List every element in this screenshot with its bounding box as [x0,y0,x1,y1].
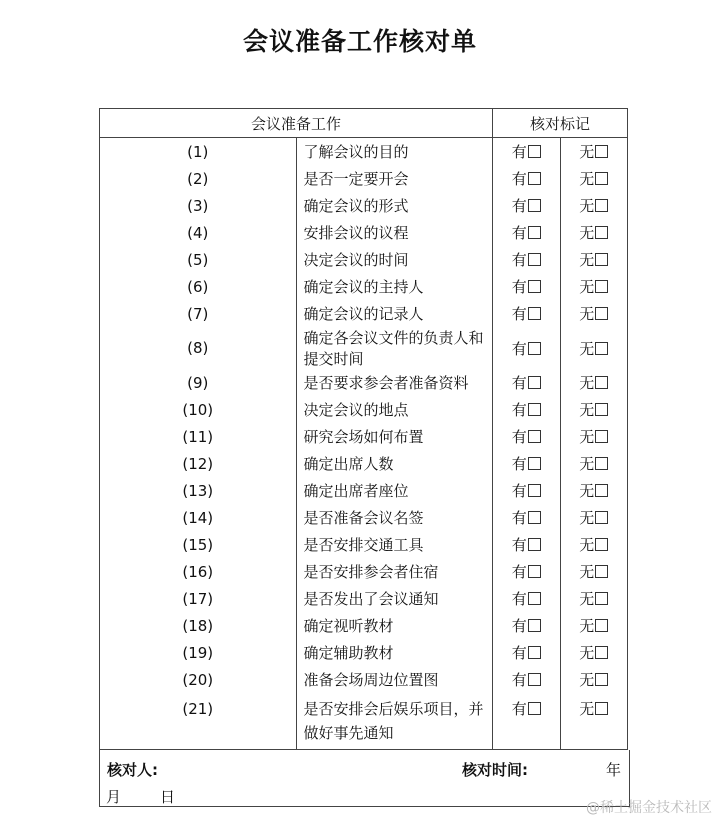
yes-label: 有 [511,644,527,662]
item-task: 决定会议的地点 [296,396,493,423]
no-checkbox-cell[interactable] [560,693,628,750]
no-checkbox-cell[interactable] [560,450,628,477]
yes-checkbox[interactable] [528,565,541,578]
no-checkbox-cell[interactable] [560,192,628,219]
no-checkbox-cell[interactable] [560,273,628,300]
yes-label: 有 [511,278,527,296]
no-label: 无 [579,143,595,161]
table-row [100,165,628,192]
yes-checkbox-cell[interactable] [493,165,561,192]
yes-label: 有 [511,536,527,554]
yes-label: 有 [511,197,527,215]
item-task: 安排会议的议程 [296,219,493,246]
no-checkbox[interactable] [595,226,608,239]
item-task: 确定各会议文件的负责人和提交时间 [296,327,493,369]
header-mark: 核对标记 [493,109,628,138]
yes-checkbox[interactable] [528,702,541,715]
no-checkbox[interactable] [595,376,608,389]
yes-label: 有 [511,170,527,188]
yes-label: 有 [511,374,527,392]
yes-checkbox-cell[interactable] [493,273,561,300]
table-row [100,477,628,504]
checker-label: 核对人: [107,761,158,779]
table-row [100,192,628,219]
no-checkbox[interactable] [595,511,608,524]
yes-label: 有 [511,305,527,323]
header-task: 会议准备工作 [100,109,493,138]
item-number: (17) [100,585,297,612]
item-task: 是否准备会议名签 [296,504,493,531]
yes-checkbox-cell[interactable] [493,423,561,450]
item-number: (21) [100,693,297,750]
yes-label: 有 [511,224,527,242]
item-number: (3) [100,192,297,219]
item-number: (20) [100,666,297,693]
no-checkbox[interactable] [595,484,608,497]
no-checkbox[interactable] [595,592,608,605]
no-checkbox[interactable] [595,403,608,416]
yes-checkbox-cell[interactable] [493,369,561,396]
checklist-body [100,138,628,750]
no-checkbox[interactable] [595,172,608,185]
no-checkbox[interactable] [595,673,608,686]
yes-checkbox-cell[interactable] [493,138,561,166]
table-row [100,138,628,166]
no-label: 无 [579,197,595,215]
no-checkbox[interactable] [595,280,608,293]
table-row [100,300,628,327]
yes-checkbox[interactable] [528,484,541,497]
item-number: (9) [100,369,297,396]
no-checkbox-cell[interactable] [560,639,628,666]
item-task: 是否安排交通工具 [296,531,493,558]
no-label: 无 [579,251,595,269]
no-label: 无 [579,617,595,635]
yes-checkbox-cell[interactable] [493,192,561,219]
table-row [100,246,628,273]
no-label: 无 [579,428,595,446]
footer [99,750,630,807]
yes-label: 有 [511,509,527,527]
yes-checkbox[interactable] [528,342,541,355]
no-checkbox-cell[interactable] [560,585,628,612]
yes-label: 有 [511,401,527,419]
no-label: 无 [579,170,595,188]
table-row [100,273,628,300]
item-number: (10) [100,396,297,423]
document-title: 会议准备工作核对单 [242,27,477,56]
no-checkbox[interactable] [595,253,608,266]
item-task: 确定出席人数 [296,450,493,477]
no-checkbox-cell[interactable] [560,246,628,273]
no-checkbox-cell[interactable] [560,138,628,166]
no-checkbox[interactable] [595,342,608,355]
no-checkbox-cell[interactable] [560,612,628,639]
no-checkbox[interactable] [595,199,608,212]
no-checkbox[interactable] [595,702,608,715]
no-label: 无 [579,482,595,500]
no-label: 无 [579,671,595,689]
no-checkbox[interactable] [595,145,608,158]
yes-checkbox[interactable] [528,226,541,239]
yes-label: 有 [511,700,527,718]
item-number: (1) [100,138,297,166]
item-task: 确定会议的主持人 [296,273,493,300]
item-task: 是否发出了会议通知 [296,585,493,612]
item-number: (7) [100,300,297,327]
watermark: @稀土掘金技术社区 [586,800,712,816]
yes-checkbox[interactable] [528,430,541,443]
yes-checkbox-cell[interactable] [493,327,561,369]
yes-checkbox[interactable] [528,646,541,659]
table-row [100,585,628,612]
item-number: (18) [100,612,297,639]
table-header-row [100,109,628,138]
yes-label: 有 [511,590,527,608]
table-row [100,531,628,558]
yes-checkbox-cell[interactable] [493,531,561,558]
no-checkbox[interactable] [595,430,608,443]
yes-checkbox-cell[interactable] [493,693,561,750]
table-row [100,666,628,693]
yes-label: 有 [511,143,527,161]
yes-checkbox-cell[interactable] [493,300,561,327]
yes-label: 有 [511,428,527,446]
table-row [100,612,628,639]
no-checkbox-cell[interactable] [560,477,628,504]
table-row [100,327,628,369]
no-checkbox-cell[interactable] [560,423,628,450]
item-task: 确定出席者座位 [296,477,493,504]
yes-checkbox-cell[interactable] [493,585,561,612]
yes-checkbox[interactable] [528,538,541,551]
yes-label: 有 [511,617,527,635]
no-label: 无 [579,536,595,554]
yes-checkbox[interactable] [528,376,541,389]
yes-label: 有 [511,563,527,581]
no-label: 无 [579,590,595,608]
yes-checkbox[interactable] [528,172,541,185]
yes-checkbox[interactable] [528,457,541,470]
yes-label: 有 [511,482,527,500]
item-task: 确定会议的记录人 [296,300,493,327]
yes-checkbox[interactable] [528,592,541,605]
no-label: 无 [579,224,595,242]
item-task: 确定视听教材 [296,612,493,639]
year-label: 年 [606,761,622,779]
no-checkbox[interactable] [595,565,608,578]
check-time-label: 核对时间: [462,761,528,779]
yes-checkbox[interactable] [528,280,541,293]
item-number: (13) [100,477,297,504]
no-checkbox-cell[interactable] [560,219,628,246]
no-checkbox-cell[interactable] [560,558,628,585]
no-label: 无 [579,563,595,581]
item-task: 决定会议的时间 [296,246,493,273]
table-row [100,450,628,477]
table-row [100,219,628,246]
table-row [100,639,628,666]
item-task: 研究会场如何布置 [296,423,493,450]
no-label: 无 [579,644,595,662]
yes-checkbox-cell[interactable] [493,450,561,477]
no-checkbox-cell[interactable] [560,300,628,327]
no-label: 无 [579,455,595,473]
table-row [100,504,628,531]
item-task: 是否安排会后娱乐项目，并做好事先通知 [296,693,493,750]
item-number: (15) [100,531,297,558]
yes-checkbox[interactable] [528,253,541,266]
table-row [100,423,628,450]
no-checkbox-cell[interactable] [560,327,628,369]
day-label: 日 [160,788,176,806]
yes-checkbox-cell[interactable] [493,666,561,693]
yes-checkbox[interactable] [528,199,541,212]
checklist-table [99,108,628,750]
yes-checkbox-cell[interactable] [493,639,561,666]
no-checkbox-cell[interactable] [560,165,628,192]
yes-label: 有 [511,251,527,269]
yes-label: 有 [511,455,527,473]
yes-label: 有 [511,671,527,689]
yes-checkbox[interactable] [528,403,541,416]
item-task: 确定辅助教材 [296,639,493,666]
no-label: 无 [579,374,595,392]
item-task: 是否一定要开会 [296,165,493,192]
item-task: 是否要求参会者准备资料 [296,369,493,396]
table-row [100,558,628,585]
yes-checkbox[interactable] [528,307,541,320]
no-checkbox[interactable] [595,538,608,551]
no-label: 无 [579,339,595,358]
item-number: (14) [100,504,297,531]
yes-label: 有 [511,339,527,358]
yes-checkbox-cell[interactable] [493,477,561,504]
item-number: (2) [100,165,297,192]
yes-checkbox-cell[interactable] [493,612,561,639]
item-number: (12) [100,450,297,477]
no-checkbox-cell[interactable] [560,396,628,423]
yes-checkbox[interactable] [528,511,541,524]
no-label: 无 [579,305,595,323]
yes-checkbox-cell[interactable] [493,246,561,273]
item-task: 确定会议的形式 [296,192,493,219]
no-label: 无 [579,700,595,718]
no-checkbox[interactable] [595,619,608,632]
no-checkbox-cell[interactable] [560,531,628,558]
no-checkbox-cell[interactable] [560,504,628,531]
table-row [100,693,628,750]
item-number: (8) [100,327,297,369]
no-checkbox[interactable] [595,457,608,470]
item-number: (6) [100,273,297,300]
no-label: 无 [579,401,595,419]
no-checkbox-cell[interactable] [560,666,628,693]
item-task: 是否安排参会者住宿 [296,558,493,585]
yes-checkbox-cell[interactable] [493,396,561,423]
item-task: 准备会场周边位置图 [296,666,493,693]
item-number: (19) [100,639,297,666]
yes-checkbox[interactable] [528,145,541,158]
yes-checkbox-cell[interactable] [493,219,561,246]
item-number: (16) [100,558,297,585]
yes-checkbox[interactable] [528,673,541,686]
item-task: 了解会议的目的 [296,138,493,166]
no-checkbox-cell[interactable] [560,369,628,396]
no-label: 无 [579,509,595,527]
table-row [100,369,628,396]
no-label: 无 [579,278,595,296]
yes-checkbox-cell[interactable] [493,558,561,585]
month-label: 月 [106,788,122,806]
yes-checkbox-cell[interactable] [493,504,561,531]
no-checkbox[interactable] [595,646,608,659]
yes-checkbox[interactable] [528,619,541,632]
item-number: (11) [100,423,297,450]
item-number: (4) [100,219,297,246]
no-checkbox[interactable] [595,307,608,320]
item-number: (5) [100,246,297,273]
table-row [100,396,628,423]
